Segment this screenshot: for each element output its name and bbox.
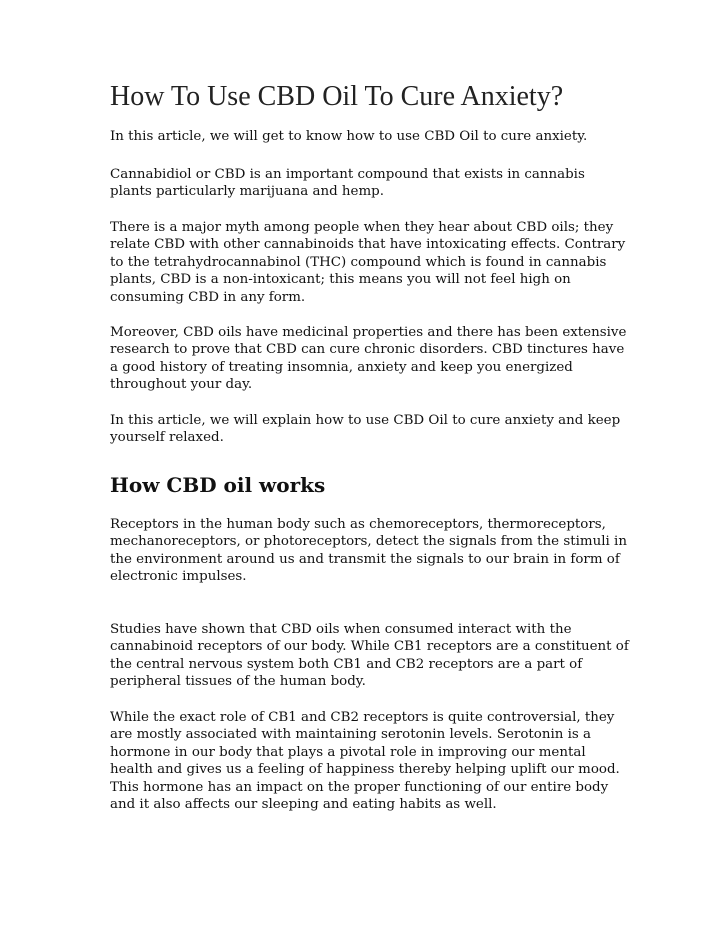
section-heading: How CBD oil works — [110, 473, 326, 497]
paragraph-line: In this article, we will explain how to use CBD Oil to cure anxiety and keep — [110, 413, 621, 428]
paragraph-line: yourself relaxed. — [110, 430, 224, 446]
serotonin-paragraph — [110, 709, 620, 813]
paragraph-line: and it also affects our sleeping and eating habits as well. — [110, 797, 497, 813]
paragraph-line: the environment around us and transmit the signals to our brain in form of — [110, 551, 620, 567]
explain-paragraph — [110, 412, 621, 447]
paragraph-line: cannabinoid receptors of our body. While CB1 receptors are a constituent of — [110, 639, 629, 655]
paragraph-line: plants particularly marijuana and hemp. — [110, 184, 384, 200]
intro-paragraph — [110, 128, 610, 145]
medicinal-paragraph — [110, 324, 627, 394]
paragraph-line: mechanoreceptors, or photoreceptors, detect the signals from the stimuli in — [110, 534, 627, 550]
paragraph-line: hormone in our body that plays a pivotal role in improving our mental — [110, 744, 586, 760]
paragraph-line: throughout your day. — [110, 377, 253, 393]
paragraph-line: research to prove that CBD can cure chronic disorders. CBD tinctures have — [110, 342, 625, 358]
myth-paragraph — [110, 219, 626, 306]
paragraph-line: a good history of treating insomnia, anxiety and keep you energized — [110, 359, 573, 375]
paragraph-line: There is a major myth among people when they hear about CBD oils; they — [110, 220, 614, 235]
paragraph-line: consuming CBD in any form. — [110, 289, 306, 305]
paragraph-line: Cannabidiol or CBD is an important compound that exists in cannabis — [110, 167, 585, 182]
studies-paragraph — [110, 621, 629, 691]
paragraph-line: to the tetrahydrocannabinol (THC) compound which is found in cannabis — [110, 254, 607, 270]
paragraph-line: plants, CBD is a non-intoxicant; this means you will not feel high on — [110, 272, 571, 288]
paragraph-line: While the exact role of CB1 and CB2 receptors is quite controversial, they — [110, 710, 615, 725]
receptors-paragraph — [110, 516, 627, 586]
paragraph-line: electronic impulses. — [110, 569, 247, 585]
paragraph-line: the central nervous system both CB1 and CB2 receptors are a part of — [110, 656, 583, 672]
paragraph-line: peripheral tissues of the human body. — [110, 674, 366, 690]
paragraph-line: This hormone has an impact on the proper functioning of our entire body — [110, 779, 609, 795]
paragraph-line: Studies have shown that CBD oils when consumed interact with the — [110, 622, 572, 637]
paragraph-line: health and gives us a feeling of happiness thereby helping uplift our mood. — [110, 762, 620, 778]
paragraph-line: Moreover, CBD oils have medicinal properties and there has been extensive — [110, 325, 627, 340]
cannabidiol-paragraph — [110, 166, 610, 201]
paragraph-line: In this article, we will get to know how to use CBD Oil to cure anxiety. — [110, 129, 588, 144]
paragraph-line: Receptors in the human body such as chemoreceptors, thermoreceptors, — [110, 517, 606, 532]
page-title: How To Use CBD Oil To Cure Anxiety? — [110, 81, 564, 112]
paragraph-line: relate CBD with other cannabinoids that have intoxicating effects. Contrary — [110, 237, 626, 253]
paragraph-line: are mostly associated with maintaining serotonin levels. Serotonin is a — [110, 727, 592, 743]
